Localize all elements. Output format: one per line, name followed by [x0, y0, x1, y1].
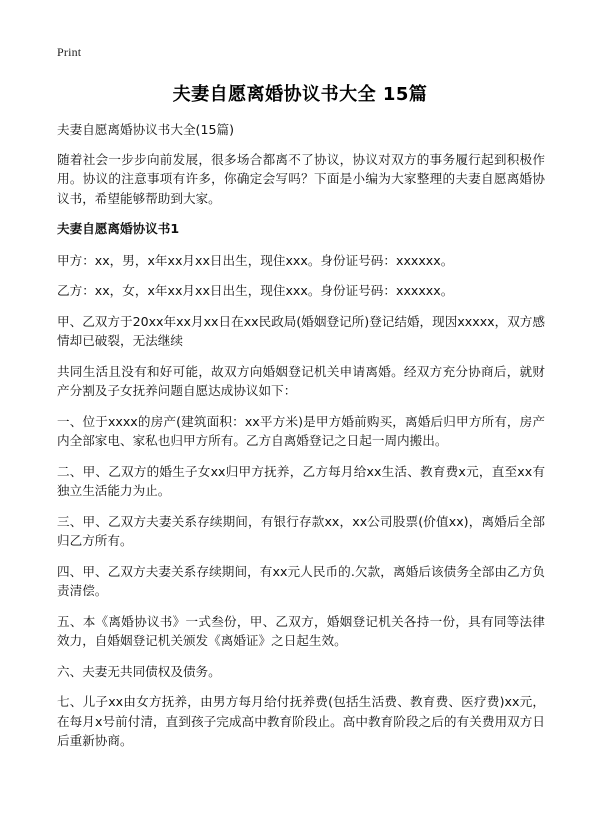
print-label: Print	[57, 45, 82, 59]
party-a-paragraph: 甲方：xx，男，x年xx月xx日出生，现住xxx。身份证号码：xxxxxx。	[57, 252, 454, 268]
clause-5-paragraph: 五、本《离婚协议书》一式叁份，甲、乙双方，婚姻登记机关各持一份，具有同等法律效力，自婚姻登记机关颁发《离婚证》之日起生效。	[57, 613, 545, 648]
document-title: 夫妻自愿离婚协议书大全 15篇	[172, 84, 428, 105]
clause-4-paragraph: 四、甲、乙双方夫妻关系存续期间，有xx元人民币的.欠款，离婚后该债务全部由乙方负责清偿。	[57, 563, 545, 598]
clause-7-paragraph: 七、儿子xx由女方抚养，由男方每月给付抚养费(包括生活费、教育费、医疗费)xx元，在每月x号前付清，直到孩子完成高中教育阶段止。高中教育阶段之后的有关费用双方日后重新协商。	[57, 694, 545, 748]
document-body	[57, 120, 545, 762]
clause-2-paragraph: 二、甲、乙双方的婚生子女xx归甲方抚养，乙方每月给xx生活、教育费x元，直至xx有独立生活能力为止。	[57, 463, 545, 498]
clause-6-paragraph: 六、夫妻无共同债权及债务。	[57, 663, 221, 679]
intro-paragraph: 随着社会一步步向前发展，很多场合都离不了协议，协议对双方的事务履行起到积极作用。协议的注意事项有许多，你确定会写吗？下面是小编为大家整理的夫妻自愿离婚协议书，希望能够帮助到大家。	[57, 151, 545, 206]
document-subtitle: 夫妻自愿离婚协议书大全(15篇)	[57, 122, 234, 137]
clause-1-paragraph: 一、位于xxxx的房产(建筑面积：xx平方米)是甲方婚前购买，离婚后归甲方所有，房产内全部家电、家私也归甲方所有。乙方自离婚登记之日起一周内搬出。	[57, 413, 545, 448]
agreement-intro-paragraph: 共同生活且没有和好可能，故双方向婚姻登记机关申请离婚。经双方充分协商后，就财产分割及子女抚养问题自愿达成协议如下：	[57, 363, 545, 398]
section-heading: 夫妻自愿离婚协议书1	[57, 221, 180, 236]
clause-3-paragraph: 三、甲、乙双方夫妻关系存续期间，有银行存款xx，xx公司股票(价值xx)，离婚后全部归乙方所有。	[57, 513, 545, 548]
party-b-paragraph: 乙方：xx，女，x年xx月xx日出生，现住xxx。身份证号码：xxxxxx。	[57, 283, 454, 298]
marriage-paragraph: 甲、乙双方于20xx年xx月xx日在xx民政局(婚姻登记所)登记结婚，现因xxxxx，双方感情却已破裂，无法继续	[57, 313, 545, 348]
